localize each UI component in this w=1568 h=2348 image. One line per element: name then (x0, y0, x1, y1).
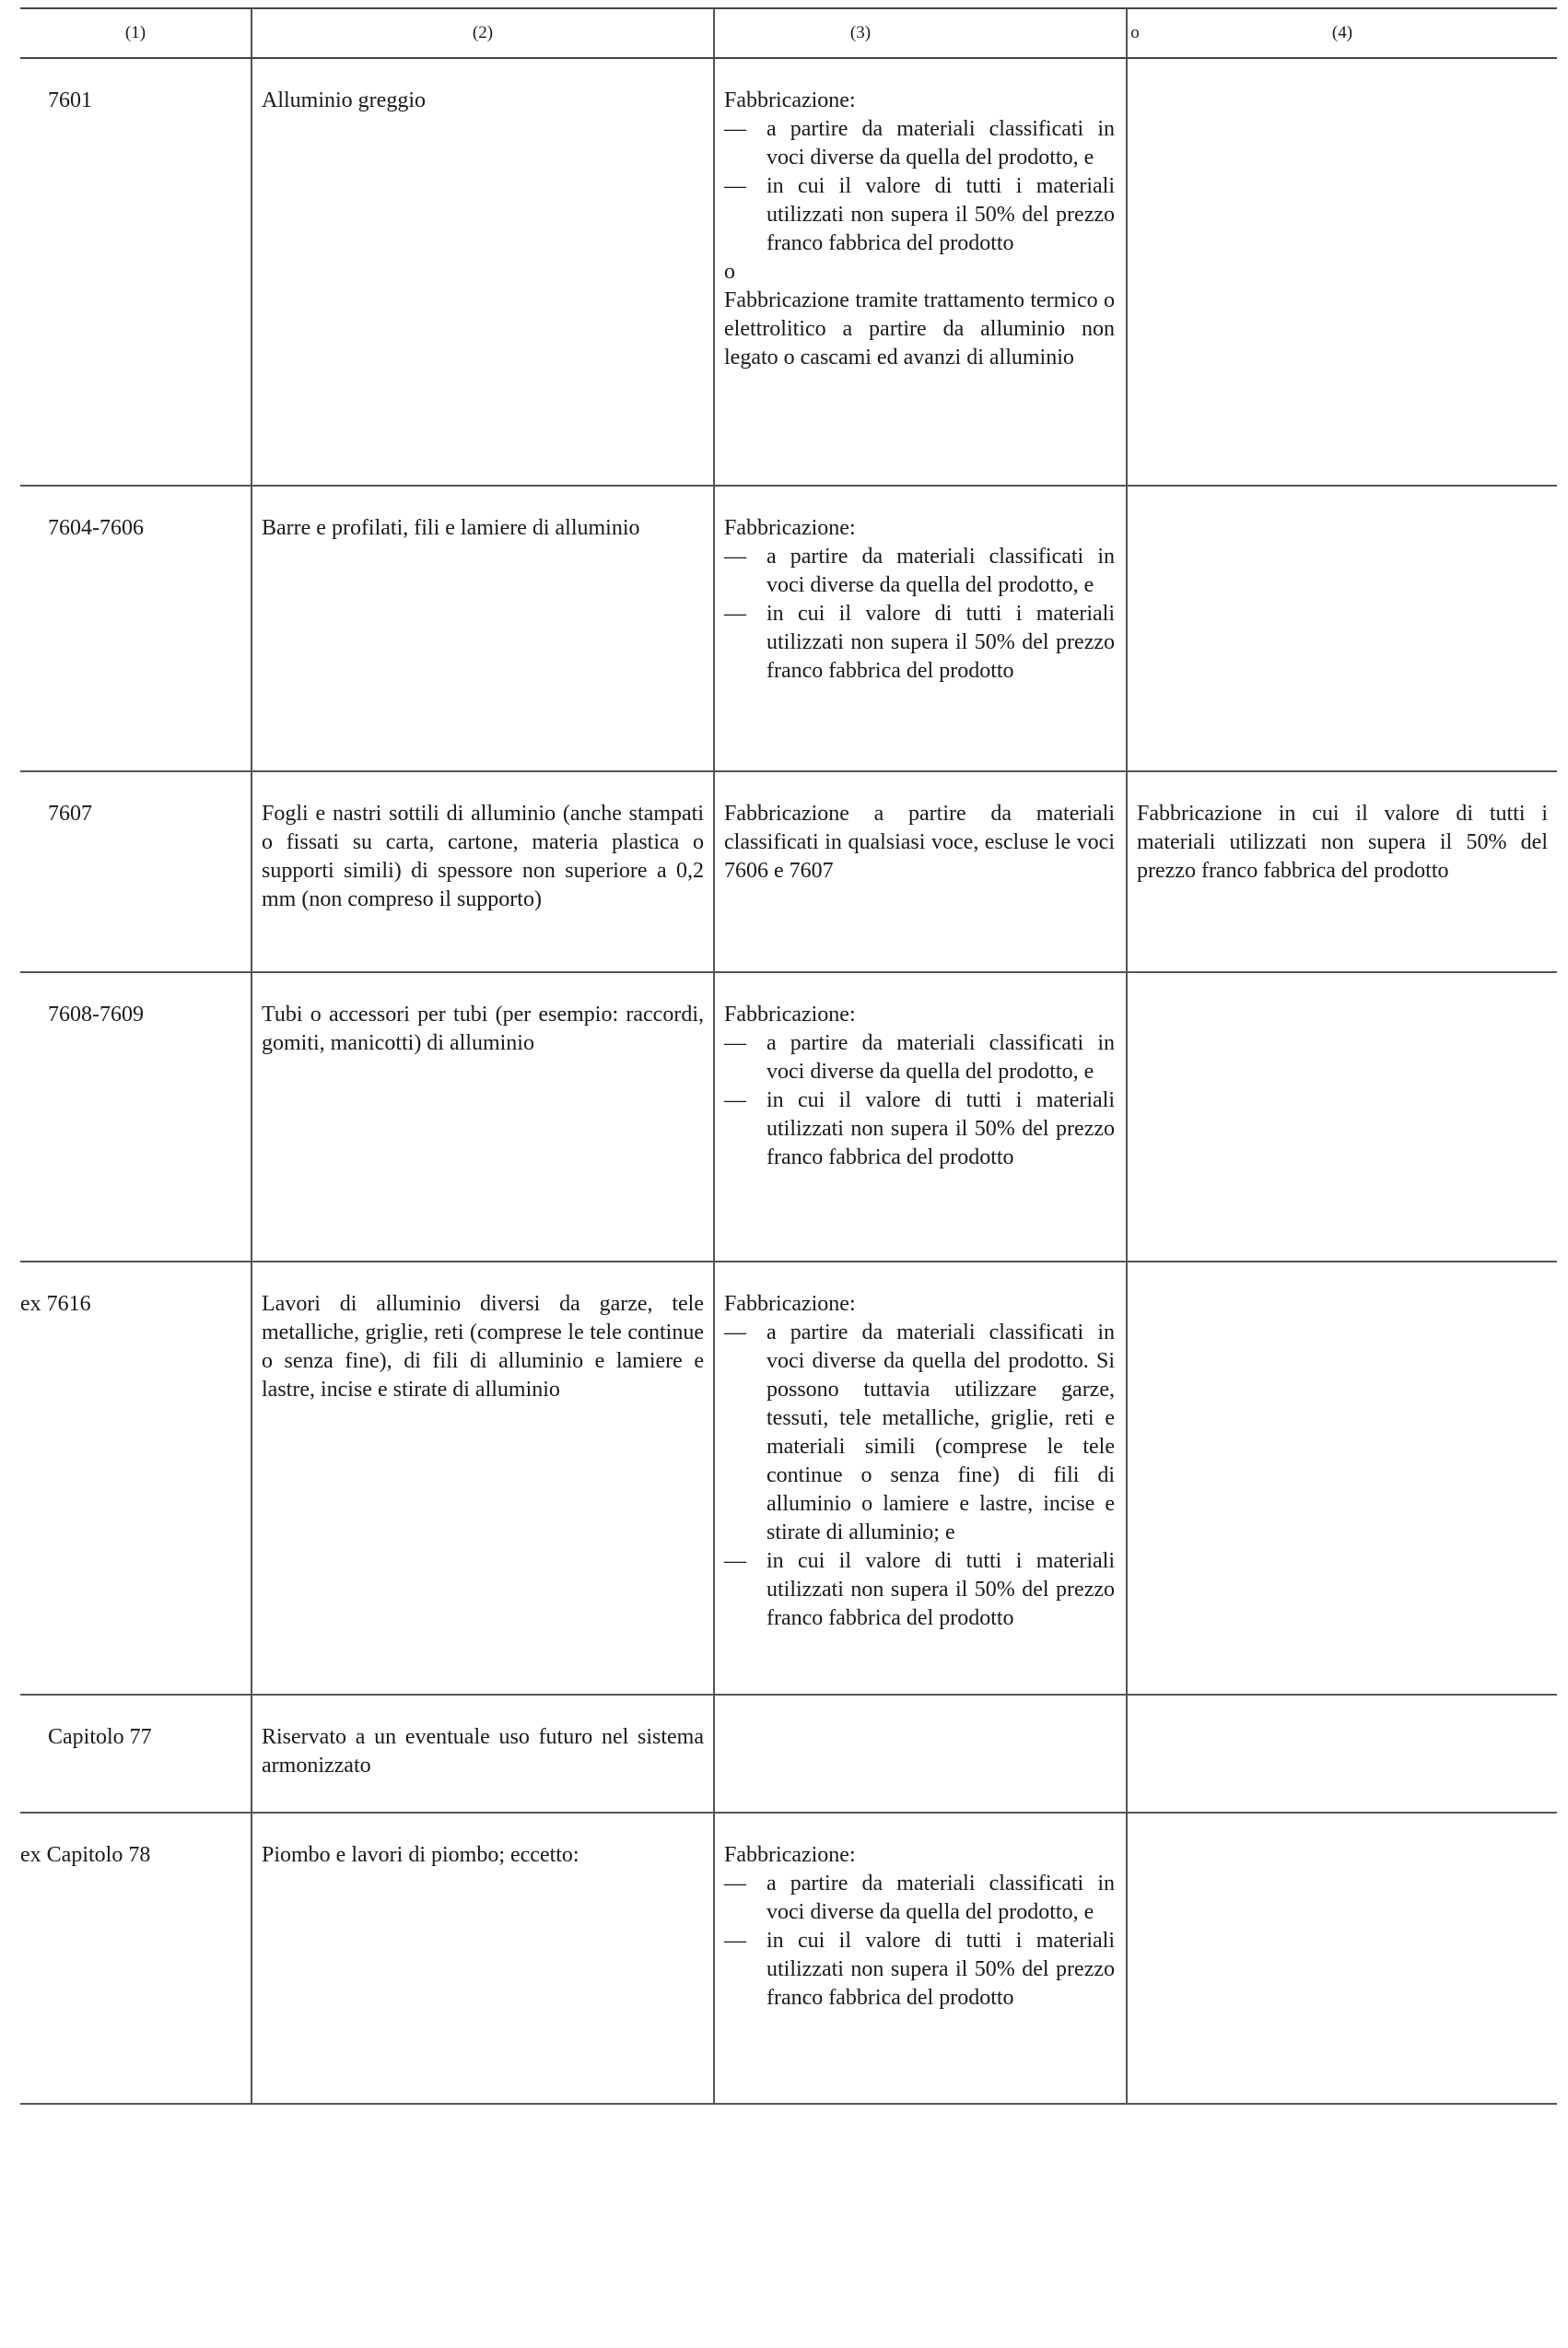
table-row (20, 1696, 1557, 1814)
column-divider (251, 1696, 252, 1812)
alternative-separator: o (724, 260, 735, 284)
table-row (20, 487, 1557, 772)
product-description: Piombo e lavori di piombo; eccetto: (262, 1843, 579, 1867)
column-divider (251, 1262, 252, 1694)
heading-code: 7601 (48, 88, 92, 112)
header-or: o (1130, 23, 1140, 42)
column-divider (251, 487, 252, 770)
processing-rule (724, 1290, 1115, 1633)
list-item: — a partire da materiali classificati in voci diverse da quella del prodotto, e (724, 1029, 1115, 1086)
processing-rule (724, 1001, 1115, 1172)
alternative-rule: Fabbricazione tramite trattamento termico o elettrolitico a partire da alluminio non legato o cascami ed avanzi di alluminio (724, 288, 1115, 370)
product-description: Barre e profilati, fili e lamiere di alluminio (262, 516, 640, 540)
processing-rule: Fabbricazione a partire da materiali classificati in qualsiasi voce, escluse le voci 7606 e 7607 (724, 802, 1115, 883)
column-divider (713, 1262, 715, 1694)
column-divider (251, 973, 252, 1261)
column-divider (1126, 59, 1128, 485)
column-divider (251, 772, 252, 971)
rule-intro: Fabbricazione: (724, 1292, 856, 1316)
list-item: — in cui il valore di tutti i materiali utilizzati non supera il 50% del prezzo franco fabbrica del prodotto (724, 1086, 1115, 1172)
rule-intro: Fabbricazione: (724, 1003, 856, 1027)
alternative-rule-col4: Fabbricazione in cui il valore di tutti i materiali utilizzati non supera il 50% del prezzo franco fabbrica del prodotto (1137, 802, 1548, 883)
document-page (20, 7, 1557, 2105)
column-divider (1126, 487, 1128, 770)
product-description: Lavori di alluminio diversi da garze, tele metalliche, griglie, reti (comprese le tele continue o senza fine), di fili di alluminio e lamiere e lastre, incise e stirate di alluminio (262, 1292, 704, 1402)
rule-intro: Fabbricazione: (724, 1843, 856, 1867)
table-row (20, 59, 1557, 487)
processing-rule (724, 514, 1115, 686)
processing-rule (724, 87, 1115, 372)
list-item: — in cui il valore di tutti i materiali utilizzati non supera il 50% del prezzo franco fabbrica del prodotto (724, 1927, 1115, 2013)
column-divider (1126, 1696, 1128, 1812)
header-col-3: (3) (849, 23, 872, 42)
rule-intro: Fabbricazione: (724, 88, 856, 112)
column-divider (713, 1696, 715, 1812)
heading-code: 7607 (48, 802, 92, 826)
header-col-4: (4) (1331, 23, 1353, 42)
list-item: — a partire da materiali classificati in voci diverse da quella del prodotto, e (724, 543, 1115, 600)
product-description: Tubi o accessori per tubi (per esempio: raccordi, gomiti, manicotti) di alluminio (262, 1003, 704, 1055)
heading-code: ex Capitolo 78 (20, 1843, 151, 1867)
list-item: — in cui il valore di tutti i materiali utilizzati non supera il 50% del prezzo franco fabbrica del prodotto (724, 600, 1115, 686)
column-divider (251, 59, 252, 485)
list-item: — in cui il valore di tutti i materiali utilizzati non supera il 50% del prezzo franco fabbrica del prodotto (724, 172, 1115, 258)
table-row (20, 973, 1557, 1262)
processing-rule (724, 1841, 1115, 2013)
column-divider (1126, 772, 1128, 971)
header-col-2: (2) (472, 23, 494, 42)
column-divider (251, 1814, 252, 2103)
heading-code: 7604-7606 (48, 516, 144, 540)
table-row (20, 1262, 1557, 1696)
list-item: — a partire da materiali classificati in voci diverse da quella del prodotto. Si possono tuttavia utilizzare garze, tessuti, tele metalliche, griglie, reti e materiali simili (comprese le tele continue o senza fine) di fili di alluminio o lamiere e lastre, incise e stirate di alluminio; e (724, 1319, 1115, 1547)
column-divider (1126, 973, 1128, 1261)
column-divider (713, 1814, 715, 2103)
product-description: Riservato a un eventuale uso futuro nel sistema armonizzato (262, 1725, 704, 1778)
rule-intro: Fabbricazione: (724, 516, 856, 540)
list-item: — in cui il valore di tutti i materiali utilizzati non supera il 50% del prezzo franco fabbrica del prodotto (724, 1547, 1115, 1633)
column-divider (713, 487, 715, 770)
list-item: — a partire da materiali classificati in voci diverse da quella del prodotto, e (724, 115, 1115, 172)
list-item: — a partire da materiali classificati in voci diverse da quella del prodotto, e (724, 1870, 1115, 1927)
heading-code: 7608-7609 (48, 1003, 144, 1027)
column-divider (713, 59, 715, 485)
table-row (20, 1814, 1557, 2105)
table-header (20, 7, 1557, 59)
table-row (20, 772, 1557, 973)
column-divider (1126, 1262, 1128, 1694)
heading-code: Capitolo 77 (48, 1725, 152, 1749)
product-description: Fogli e nastri sottili di alluminio (anche stampati o fissati su carta, cartone, materia plastica o supporti simili) di spessore non superiore a 0,2 mm (non compreso il supporto) (262, 802, 704, 911)
column-divider (713, 973, 715, 1261)
product-description: Alluminio greggio (262, 88, 426, 112)
header-col-1: (1) (124, 23, 146, 42)
column-divider (713, 772, 715, 971)
column-divider (1126, 1814, 1128, 2103)
heading-code: ex 7616 (20, 1292, 91, 1316)
